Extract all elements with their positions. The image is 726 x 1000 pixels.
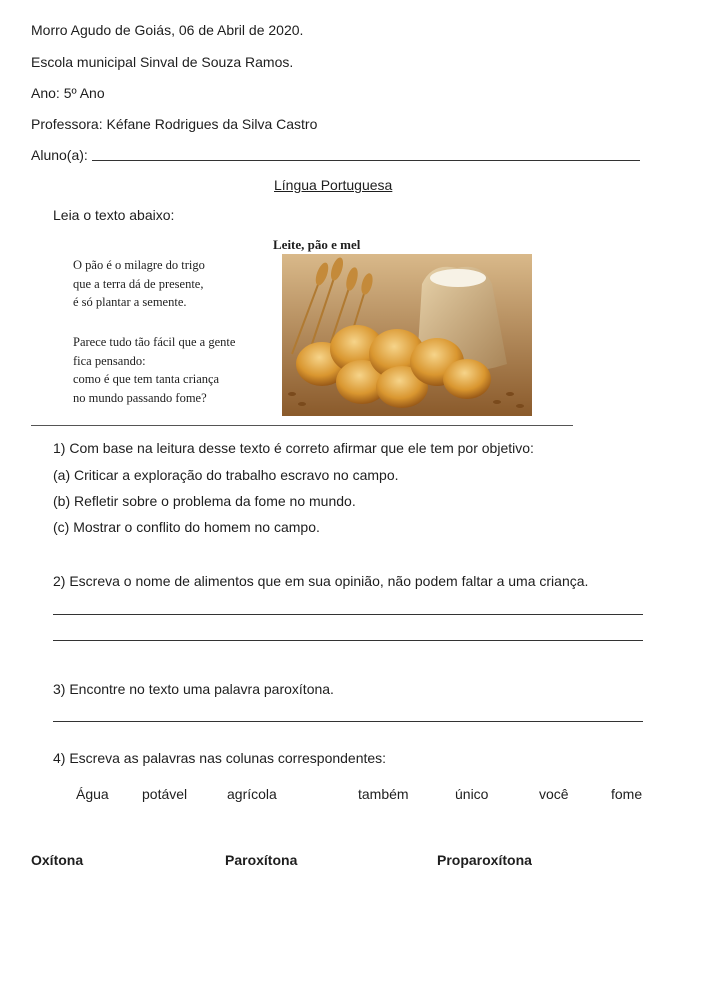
subject-title: Língua Portuguesa <box>274 177 393 193</box>
poem-line: é só plantar a semente. <box>73 295 187 309</box>
column-proparoxitona: Proparoxítona <box>437 852 532 868</box>
poem-line: fica pensando: <box>73 353 146 368</box>
answer-line[interactable] <box>53 614 643 615</box>
question-4: 4) Escreva as palavras nas colunas correspondentes: <box>53 750 387 766</box>
poem-stanza-1 <box>73 256 205 312</box>
poem-line: no mundo passando fome? <box>73 390 207 405</box>
place-date: Morro Agudo de Goiás, 06 de Abril de 2020. <box>31 22 304 38</box>
poem-line: que a terra dá de presente, <box>73 276 204 291</box>
option-c[interactable]: (c) Mostrar o conflito do homem no campo. <box>53 519 320 535</box>
column-oxitona: Oxítona <box>31 852 84 868</box>
question-1: 1) Com base na leitura desse texto é correto afirmar que ele tem por objetivo: <box>53 440 534 456</box>
column-paroxitona: Paroxítona <box>225 852 298 868</box>
word-item: agrícola <box>227 786 277 802</box>
school-name: Escola municipal Sinval de Souza Ramos. <box>31 54 294 70</box>
poem-line: O pão é o milagre do trigo <box>73 258 205 272</box>
answer-line[interactable] <box>53 640 643 641</box>
word-item: potável <box>142 786 188 802</box>
grade: Ano: 5º Ano <box>31 85 105 101</box>
poem-line: Parece tudo tão fácil que a gente <box>73 335 236 349</box>
student-label: Aluno(a): <box>31 147 88 163</box>
bread-illustration <box>282 254 532 416</box>
student-name-line[interactable] <box>92 160 640 161</box>
word-item: único <box>455 786 489 802</box>
word-item: Água <box>76 786 109 802</box>
word-item: também <box>358 786 409 802</box>
poem-stanza-2 <box>73 333 235 407</box>
question-2: 2) Escreva o nome de alimentos que em sua opinião, não podem faltar a uma criança. <box>53 573 589 589</box>
reading-instruction: Leia o texto abaixo: <box>53 207 175 223</box>
word-item: fome <box>611 786 643 802</box>
poem-title: Leite, pão e mel <box>273 237 361 252</box>
question-3: 3) Encontre no texto uma palavra paroxítona. <box>53 681 334 697</box>
teacher-name: Professora: Kéfane Rodrigues da Silva Castro <box>31 116 318 132</box>
section-divider <box>31 425 573 426</box>
poem-line: como é que tem tanta criança <box>73 372 220 386</box>
word-item: você <box>539 786 569 802</box>
option-a[interactable]: (a) Criticar a exploração do trabalho escravo no campo. <box>53 467 399 483</box>
option-b[interactable]: (b) Refletir sobre o problema da fome no mundo. <box>53 493 356 509</box>
answer-line[interactable] <box>53 721 643 722</box>
